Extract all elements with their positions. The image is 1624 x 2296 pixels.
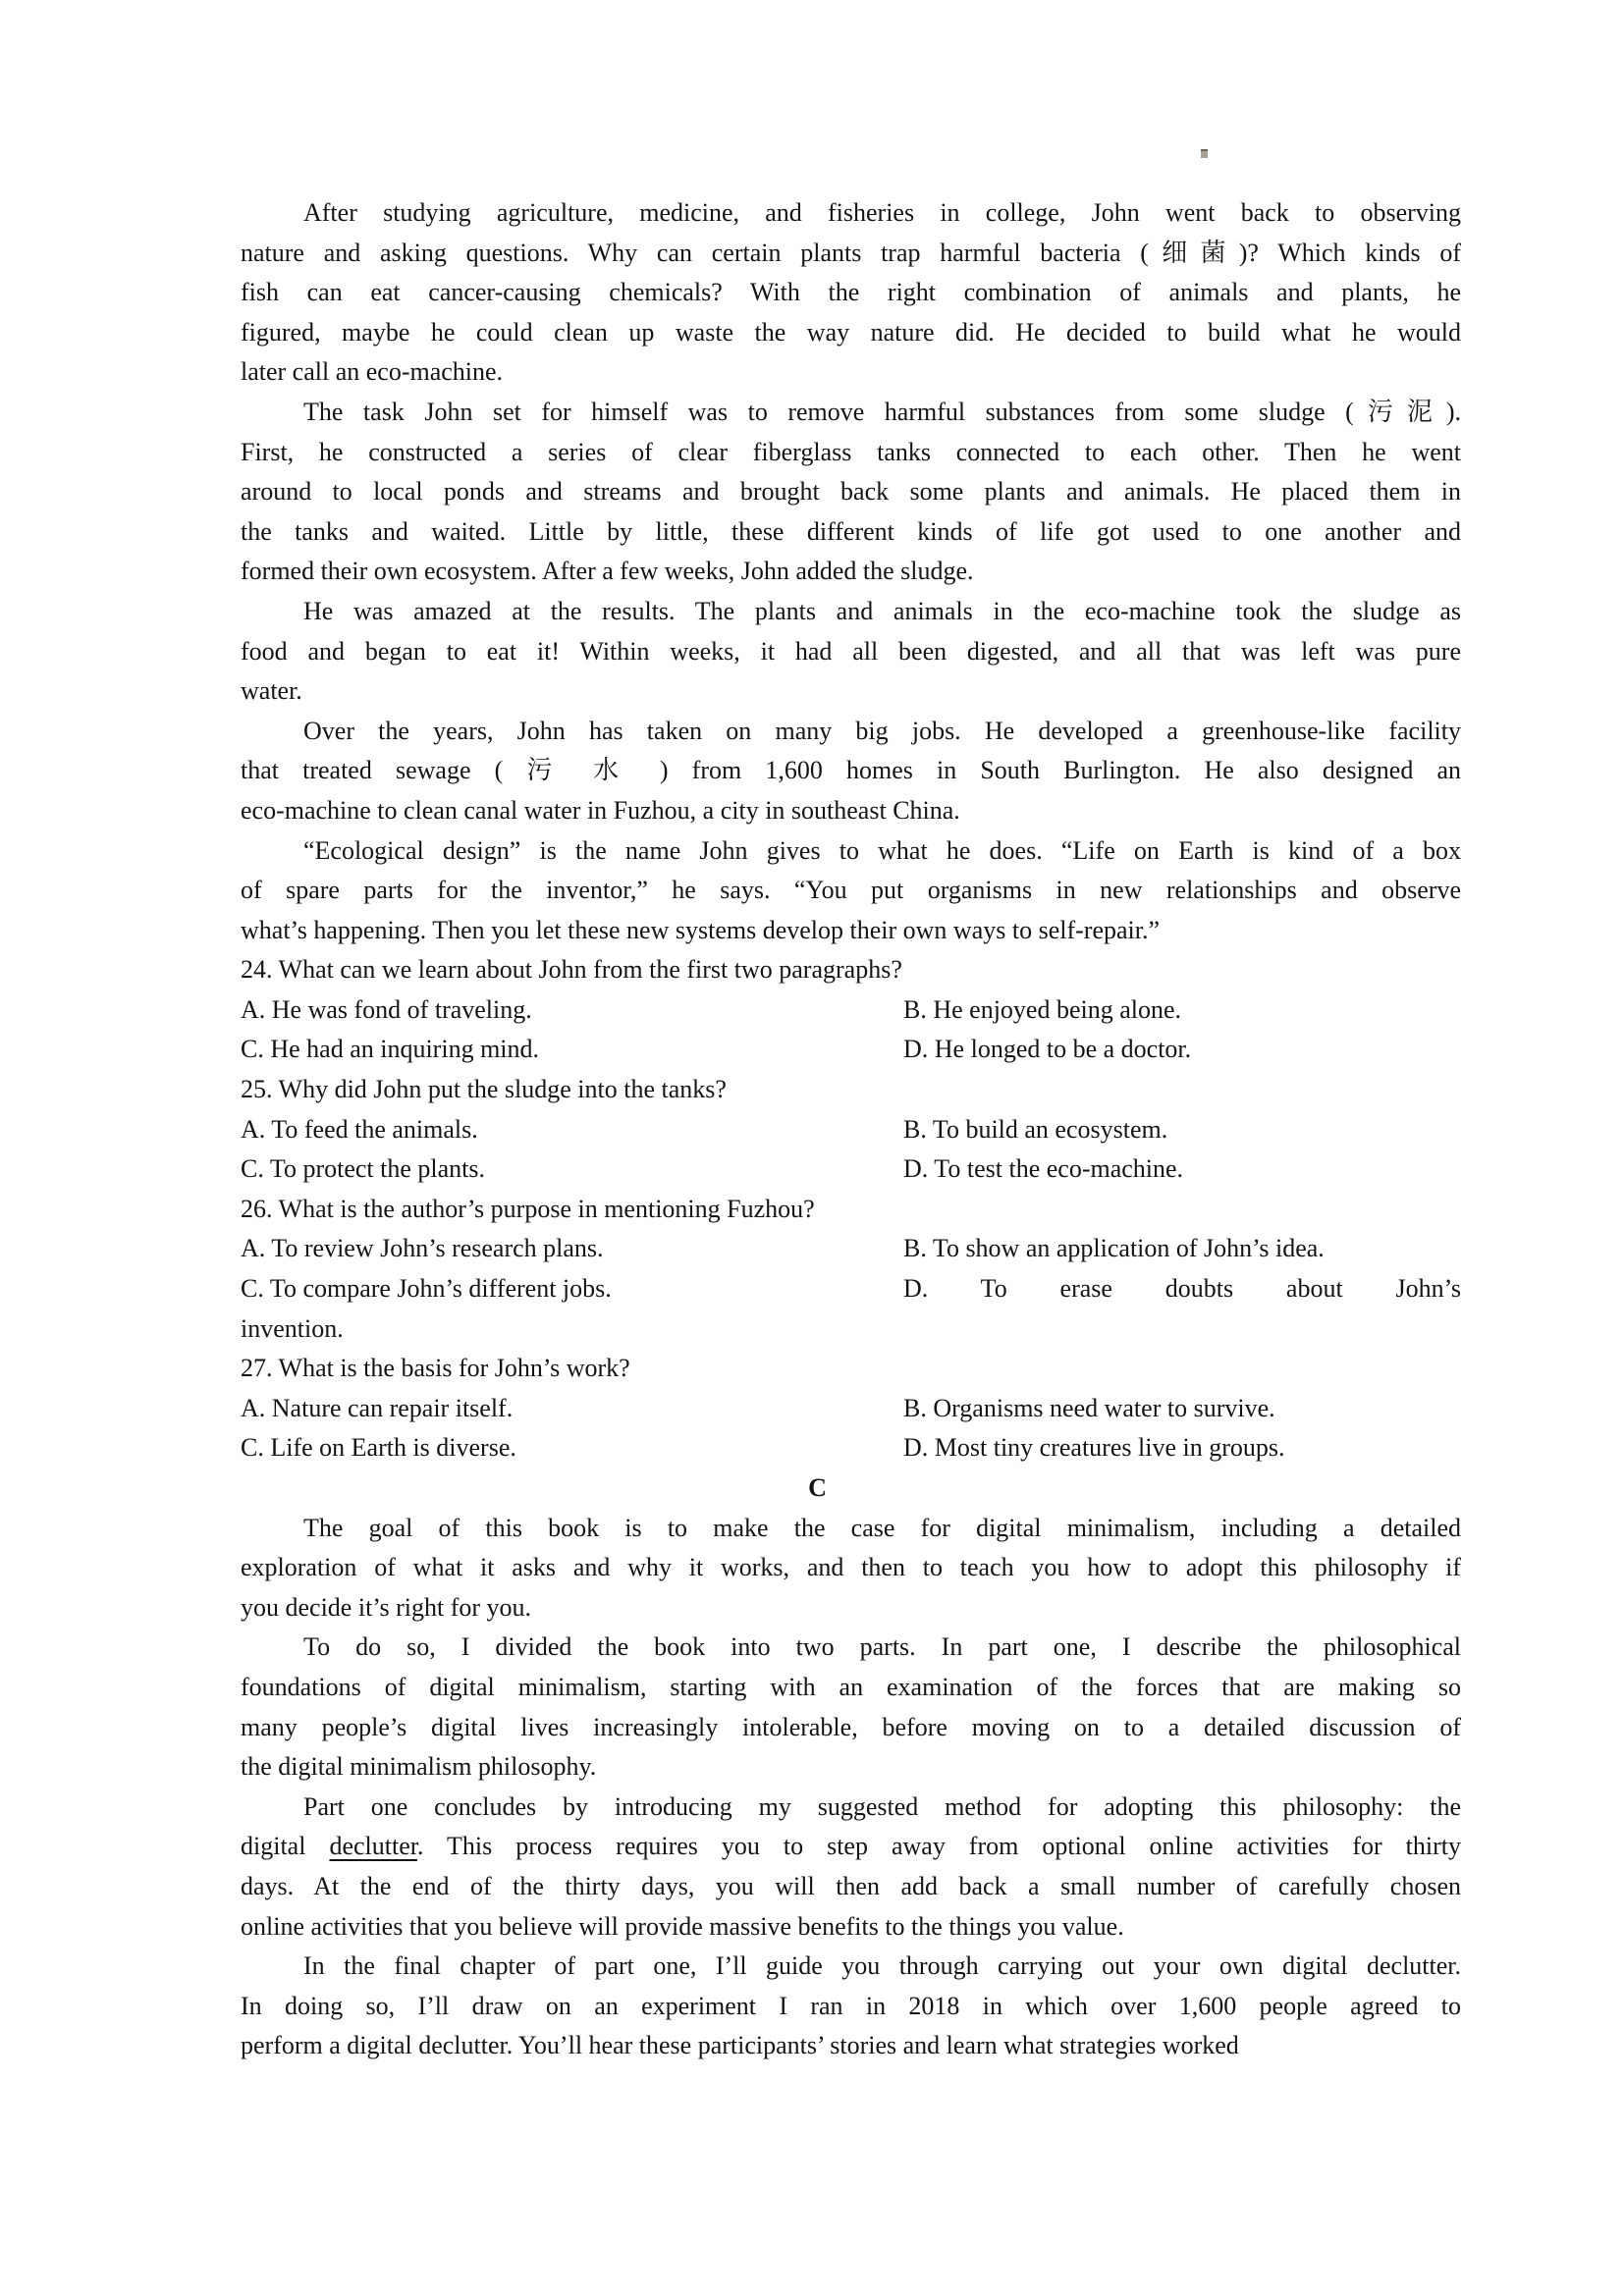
passage-c-para-2-line: foundations of digital minimalism, starting with an examination of the forces that are making so xyxy=(241,1672,1461,1701)
passage-b-para-3-line: He was amazed at the results. The plants and animals in the eco-machine took the sludge as xyxy=(303,596,1461,625)
answer-option: B. To build an ecosystem. xyxy=(903,1114,1168,1144)
passage-c-para-2-line: many people’s digital lives increasingly intolerable, before moving on to a detailed discussion of xyxy=(241,1712,1461,1741)
answer-option: C. He had an inquiring mind. xyxy=(241,1035,540,1064)
answer-option: B. Organisms need water to survive. xyxy=(903,1393,1275,1422)
question-26-option-row xyxy=(241,1229,1461,1269)
passage-b-para-2-line: The task John set for himself was to remove harmful substances from some sludge (污泥). xyxy=(303,397,1461,426)
passage-b-para-5-line: what’s happening. Then you let these new systems develop their own ways to self-repair.” xyxy=(241,915,1161,944)
passage-c-para-4-line: In doing so, I’ll draw on an experiment I ran in 2018 in which over 1,600 people agreed to xyxy=(241,1991,1461,2020)
answer-option: B. He enjoyed being alone. xyxy=(903,994,1182,1024)
question-26-option-row xyxy=(241,1269,1461,1309)
passage-c-para-3-line: Part one concludes by introducing my suggested method for adopting this philosophy: the xyxy=(303,1791,1461,1821)
passage-b-para-3-line: food and began to eat it! Within weeks, it had all been digested, and all that was left was pure xyxy=(241,636,1461,666)
answer-option: A. To review John’s research plans. xyxy=(241,1234,604,1263)
answer-option: D. To test the eco-machine. xyxy=(903,1154,1184,1184)
answer-option: C. Life on Earth is diverse. xyxy=(241,1433,516,1463)
passage-b-para-5-line: “Ecological design” is the name John gives to what he does. “Life on Earth is kind of a box xyxy=(303,835,1461,865)
passage-b-para-4-line: that treated sewage ( 污 水 ) from 1,600 homes in South Burlington. He also designed an xyxy=(241,756,1461,785)
passage-c-para-1-line: The goal of this book is to make the case for digital minimalism, including a detailed xyxy=(303,1513,1461,1542)
answer-option: B. To show an application of John’s idea. xyxy=(903,1234,1325,1263)
question-24-option-row xyxy=(241,990,1461,1031)
passage-b-para-1-line: later call an eco-machine. xyxy=(241,357,504,387)
answer-option: D. He longed to be a doctor. xyxy=(903,1035,1192,1064)
question-27-option-row xyxy=(241,1428,1461,1468)
answer-option: A. Nature can repair itself. xyxy=(241,1393,514,1422)
passage-c-para-3-line: online activities that you believe will provide massive benefits to the things you value. xyxy=(241,1911,1124,1941)
scan-artifact-dot xyxy=(1201,149,1208,158)
passage-c-para-2-line: the digital minimalism philosophy. xyxy=(241,1752,597,1782)
answer-option: C. To compare John’s different jobs. xyxy=(241,1274,612,1304)
passage-b-para-4-line: Over the years, John has taken on many big jobs. He developed a greenhouse-like facility xyxy=(303,716,1461,745)
passage-c-para-3-line: days. At the end of the thirty days, you will then add back a small number of carefully chosen xyxy=(241,1871,1461,1900)
answer-option: D. To erase doubts about John’s xyxy=(903,1274,1461,1304)
passage-b-para-2-line: the tanks and waited. Little by little, these different kinds of life got used to one another and xyxy=(241,516,1461,546)
question-26-stem: 26. What is the author’s purpose in mentioning Fuzhou? xyxy=(241,1194,815,1223)
question-25-option-row xyxy=(241,1149,1461,1190)
passage-b-para-2-line: around to local ponds and streams and brought back some plants and animals. He placed them in xyxy=(241,477,1461,507)
passage-c-para-4-line: In the final chapter of part one, I’ll guide you through carrying out your own digital declutter. xyxy=(303,1951,1461,1981)
section-c-header: C xyxy=(808,1473,827,1502)
question-24-option-row xyxy=(241,1030,1461,1070)
passage-b-para-1-line: After studying agriculture, medicine, and fisheries in college, John went back to observing xyxy=(303,198,1461,227)
question-27-stem: 27. What is the basis for John’s work? xyxy=(241,1354,630,1383)
passage-b-para-5-line: of spare parts for the inventor,” he says. “You put organisms in new relationships and observe xyxy=(241,876,1461,905)
passage-c-para-1-line: you decide it’s right for you. xyxy=(241,1592,532,1622)
answer-option: C. To protect the plants. xyxy=(241,1154,485,1184)
passage-b-para-3-line: water. xyxy=(241,676,302,706)
passage-b-para-1-line: fish can eat cancer-causing chemicals? With the right combination of animals and plants, he xyxy=(241,278,1461,307)
passage-c-para-2-line: To do so, I divided the book into two parts. In part one, I describe the philosophical xyxy=(303,1632,1461,1662)
passage-b-para-2-line: formed their own ecosystem. After a few weeks, John added the sludge. xyxy=(241,557,974,586)
question-25-option-row xyxy=(241,1110,1461,1150)
answer-option: A. To feed the animals. xyxy=(241,1114,478,1144)
passage-c-para-1-line: exploration of what it asks and why it works, and then to teach you how to adopt this philosophy if xyxy=(241,1553,1461,1582)
answer-option: D. Most tiny creatures live in groups. xyxy=(903,1433,1285,1463)
answer-option: A. He was fond of traveling. xyxy=(241,994,532,1024)
passage-b-para-1-line: figured, maybe he could clean up waste the way nature did. He decided to build what he would xyxy=(241,317,1461,347)
passage-c-para-3-line: digital declutter. This process requires you to step away from optional online activities for thirty xyxy=(241,1832,1461,1861)
document-body xyxy=(241,193,1461,2066)
question-25-stem: 25. Why did John put the sludge into the tanks? xyxy=(241,1075,727,1104)
question-27-option-row xyxy=(241,1389,1461,1429)
question-24-stem: 24. What can we learn about John from the first two paragraphs? xyxy=(241,955,902,985)
passage-c-para-4-line: perform a digital declutter. You’ll hear these participants’ stories and learn what strategies worked xyxy=(241,2031,1239,2060)
passage-b-para-1-line: nature and asking questions. Why can certain plants trap harmful bacteria (细菌)? Which kinds of xyxy=(241,238,1461,267)
passage-b-para-4-line: eco-machine to clean canal water in Fuzhou, a city in southeast China. xyxy=(241,795,960,825)
question-26-option-continuation: invention. xyxy=(241,1313,344,1343)
passage-b-para-2-line: First, he constructed a series of clear fiberglass tanks connected to each other. Then he went xyxy=(241,437,1461,466)
